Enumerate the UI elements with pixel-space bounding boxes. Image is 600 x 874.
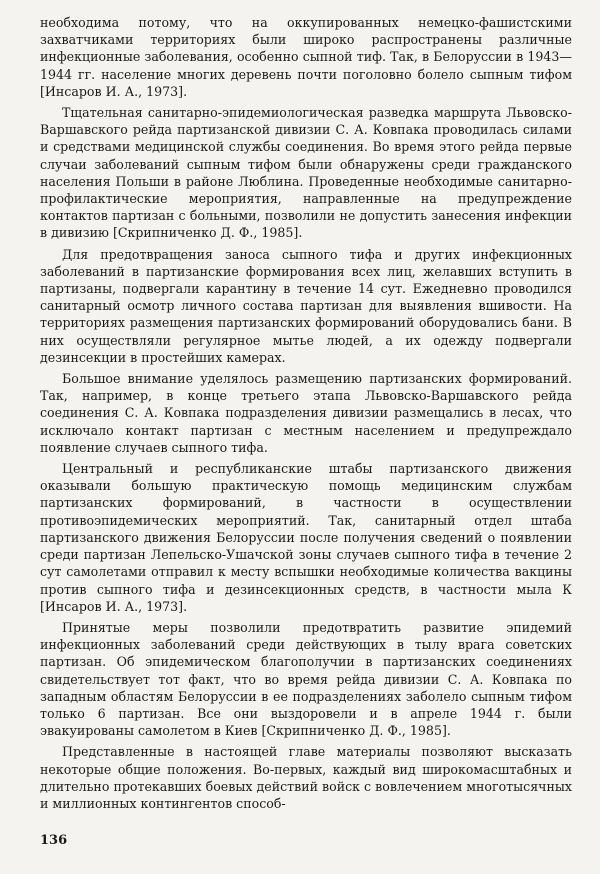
paragraph-2: Тщательная санитарно-эпидемиологическая разведка маршрута Львовско-Варшавского рейда партизанской дивизии С. А. Ковпака проводилась силами и средствами медицинской службы соединения. Во время этого рейда первые случаи заболеваний сыпным тифом были обнаружены среди гражданского населения Польши в районе Люблина. Проведенные необходимые санитарно-профилактические мероприятия, направленные на предупреждение контактов партизан с больными, позволили не допустить занесения инфекции в дивизию [Скрипниченко Д. Ф., 1985].: [40, 105, 572, 241]
paragraph-4: Большое внимание уделялось размещению партизанских формирований. Так, например, в конце третьего этапа Львовско-Варшавского рейда соединения С. А. Ковпака подразделения дивизии размещались в лесах, что исключало контакт партизан с местным населением и предупреждало появление случаев сыпного тифа.: [40, 371, 572, 455]
page-number: 136: [40, 833, 68, 848]
paragraph-3: Для предотвращения заноса сыпного тифа и других инфекционных заболеваний в партизанские формирования всех лиц, желавших вступить в партизаны, подвергали карантину в течение 14 сут. Ежедневно проводился санитарный осмотр личного состава партизан для выявления вшивости. На территориях размещения партизанских формирований оборудовались бани. В них осуществляли регулярное мытье людей, а их одежду подвергали дезинсекции в простейших камерах.: [40, 246, 572, 365]
paragraph-1: необходима потому, что на оккупированных немецко-фашистскими захватчиками территориях были широко распространены различные инфекционные заболевания, особенно сыпной тиф. Так, в Белоруссии в 1943—1944 гг. население многих деревень почти поголовно болело сыпным тифом [Инсаров И. А., 1973].: [40, 15, 572, 99]
paragraph-5: Центральный и республиканские штабы партизанского движения оказывали большую практическую помощь медицинским службам партизанских формирований, в частности в осуществлении противоэпидемических мероприятий. Так, санитарный отдел штаба партизанского движения Белоруссии после получения сведений о появлении среди партизан Лепельско-Ушачской зоны случаев сыпного тифа в течение 2 сут самолетами отправил к месту вспышки необходимые количества вакцины против сыпного тифа и дезинсекционных средств, в частности мыла К [Инсаров И. А., 1973].: [40, 461, 572, 614]
paragraph-6: Принятые меры позволили предотвратить развитие эпидемий инфекционных заболеваний среди действующих в тылу врага советских партизан. Об эпидемическом благополучии в партизанских соединениях свидетельствует тот факт, что во время рейда дивизии С. А. Ковпака по западным областям Белоруссии в ее подразделениях заболело сыпным тифом только 6 партизан. Все они выздоровели и в апреле 1944 г. были эвакуированы самолетом в Киев [Скрипниченко Д. Ф., 1985].: [40, 619, 572, 739]
paragraph-7: Представленные в настоящей главе материалы позволяют высказать некоторые общие положения. Во-первых, каждый вид широкомасштабных и длительно протекавших боевых действий войск с вовлечением многотысячных и миллионных контингентов способ-: [40, 744, 572, 811]
